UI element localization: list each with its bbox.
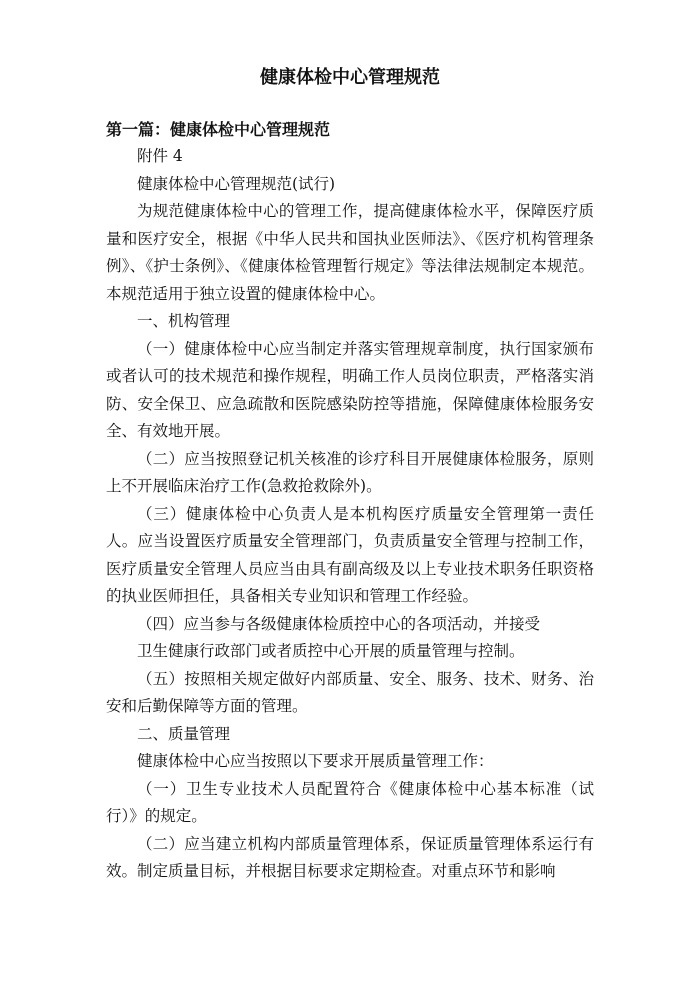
paragraph: （二）应当建立机构内部质量管理体系，保证质量管理体系运行有效。制定质量目标，并根据目标要求定期检查。对重点环节和影响 (106, 834, 594, 880)
paragraph: 健康体检中心应当按照以下要求开展质量管理工作： (137, 752, 494, 770)
paragraph: 为规范健康体检中心的管理工作，提高健康体检水平，保障医疗质量和医疗安全，根据《中华人民共和国执业医师法》、《医疗机构管理条例》、《护士条例》、《健康体检管理暂行规定》等法律法规制定本规范。本规范适用于独立设置的健康体检中心。 (106, 202, 594, 303)
attachment-label: 附件 4 (137, 147, 183, 165)
chapter-heading: 一、机构管理 (137, 312, 231, 330)
chapter-heading: 二、质量管理 (137, 724, 231, 743)
subtitle: 健康体检中心管理规范(试行) (137, 174, 336, 193)
document-title: 健康体检中心管理规范 (260, 67, 440, 88)
paragraph: （二）应当按照登记机关核准的诊疗科目开展健康体检服务，原则上不开展临床治疗工作(急救抢救除外)。 (106, 449, 594, 495)
paragraph: （四）应当参与各级健康体检质控中心的各项活动，并接受 (137, 614, 541, 633)
paragraph: 卫生健康行政部门或者质控中心开展的质量管理与控制。 (137, 642, 525, 660)
paragraph: （一）健康体检中心应当制定并落实管理规章制度，执行国家颁布或者认可的技术规范和操作规程，明确工作人员岗位职责，严格落实消防、安全保卫、应急疏散和医院感染防控等措施，保障健康体检服务安全、有效地开展。 (106, 339, 594, 440)
paragraph: （五）按照相关规定做好内部质量、安全、服务、技术、财务、治安和后勤保障等方面的管理。 (106, 669, 594, 715)
section-heading: 第一篇：健康体检中心管理规范 (106, 120, 331, 139)
document-body (106, 143, 594, 886)
paragraph: （三）健康体检中心负责人是本机构医疗质量安全管理第一责任人。应当设置医疗质量安全管理部门，负责质量安全管理与控制工作，医疗质量安全管理人员应当由具有副高级及以上专业技术职务任职资格的执业医师担任，具备相关专业知识和管理工作经验。 (106, 504, 594, 605)
paragraph: （一）卫生专业技术人员配置符合《健康体检中心基本标准（试行）》的规定。 (106, 779, 594, 825)
